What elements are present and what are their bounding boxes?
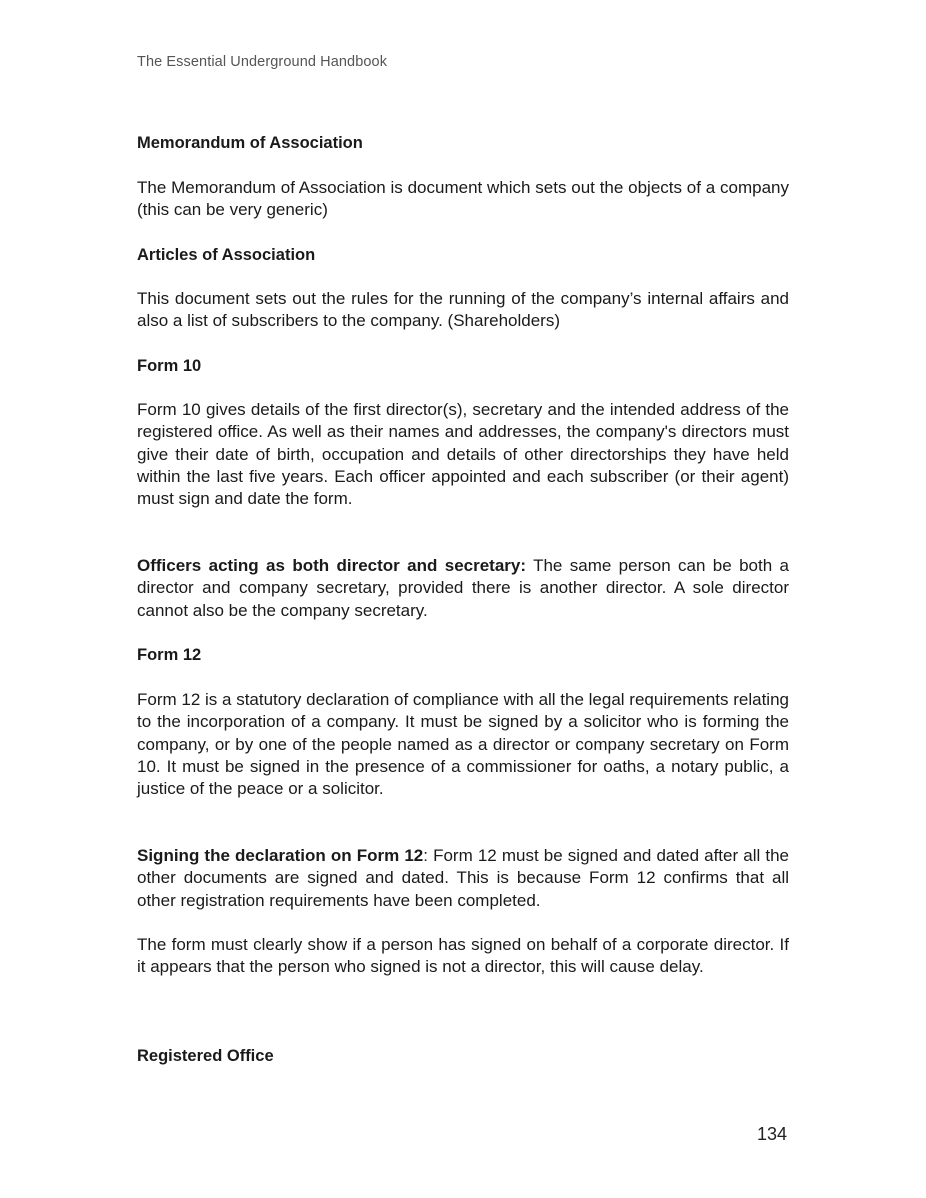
page-number: 134: [757, 1124, 788, 1144]
paragraph-form-12: Form 12 is a statutory declaration of compliance with all the legal requirements relating to the incorporation of a company. It must be signed by a solicitor who is forming the company, or by one of the people named as a director or company secretary on Form 10. It must be signed in the presence of a commissioner for oaths, a notary public, a justice of the peace or a solicitor.: [137, 690, 789, 799]
section-heading-form-10: Form 10: [137, 357, 202, 375]
paragraph-corporate-director: The form must clearly show if a person has signed on behalf of a corporate director. If it appears that the person who signed is not a director, this will cause delay.: [137, 935, 789, 977]
section-heading-form-12: Form 12: [137, 646, 202, 664]
paragraph-signing: [137, 845, 789, 912]
paragraph-text: : Form 12 must be signed and dated after all the other documents are signed and dated. This is because Form 12 confirms that all other registration requirements have been completed.: [137, 846, 789, 910]
paragraph-lead: Signing the declaration on Form 12: [137, 846, 424, 865]
running-header: The Essential Underground Handbook: [137, 54, 388, 70]
section-heading-memorandum: Memorandum of Association: [137, 134, 363, 152]
paragraph-lead: Officers acting as both director and secretary:: [137, 556, 527, 575]
section-heading-articles: Articles of Association: [137, 246, 316, 264]
paragraph-memorandum: The Memorandum of Association is document which sets out the objects of a company (this can be very generic): [137, 178, 789, 220]
paragraph-articles: This document sets out the rules for the running of the company’s internal affairs and also a list of subscribers to the company. (Shareholders): [137, 289, 789, 331]
section-heading-registered-office: Registered Office: [137, 1047, 274, 1065]
paragraph-form-10: Form 10 gives details of the first director(s), secretary and the intended address of the registered office. As well as their names and addresses, the company's directors must give their date of birth, occupation and details of other directorships they have held within the last five years. Each officer appointed and each subscriber (or their agent) must sign and date the form.: [137, 400, 789, 509]
paragraph-officers: [137, 555, 789, 622]
paragraph-text: The same person can be both a director and company secretary, provided there is another director. A sole director cannot also be the company secretary.: [137, 556, 789, 620]
